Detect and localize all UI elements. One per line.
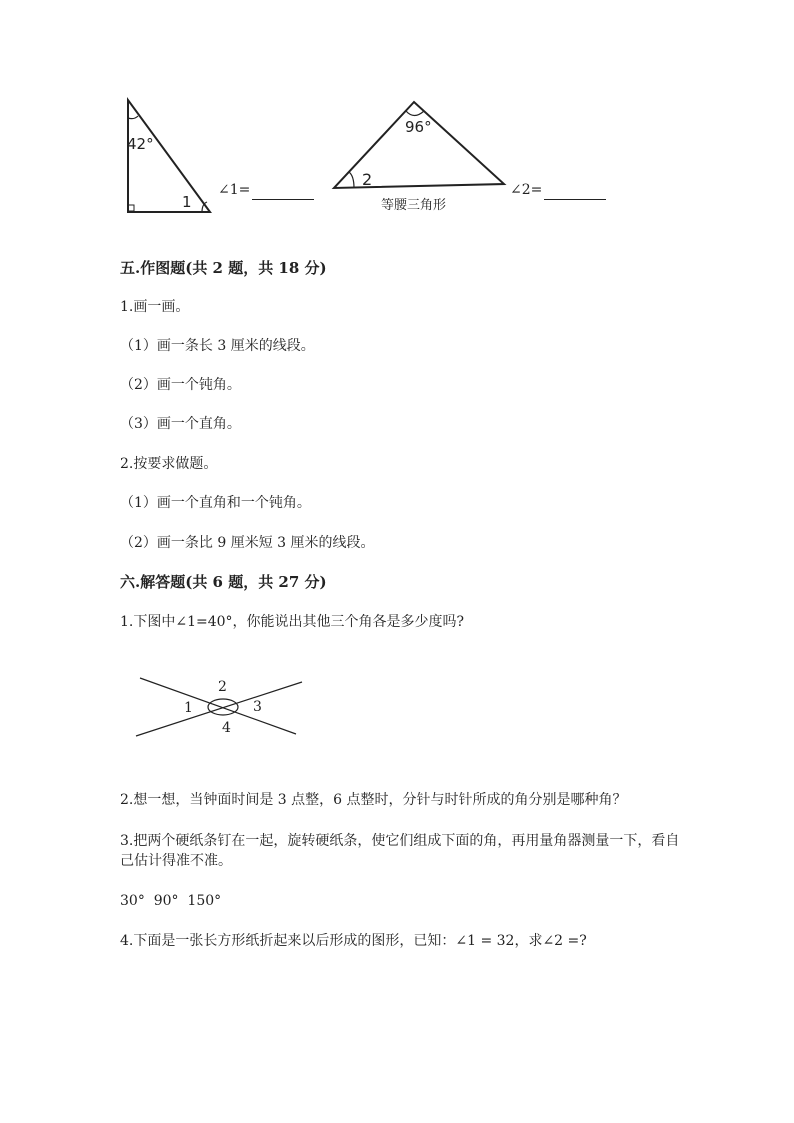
cross-label-2: 2 — [218, 679, 227, 695]
angle-2-answer — [510, 180, 606, 200]
cross-label-3: 3 — [253, 699, 262, 715]
section-6-q1: 1.下图中∠1=40°，你能说出其他三个角各是多少度吗? — [120, 614, 465, 630]
cross-label-4: 4 — [222, 720, 231, 736]
angle-1-answer-label: ∠1= — [218, 182, 251, 198]
vertex-circle — [208, 699, 238, 715]
cross-label-1: 1 — [184, 700, 193, 716]
top-angle-arc — [406, 111, 424, 116]
angle-96-label: 96° — [405, 118, 432, 136]
isosceles-caption: 等腰三角形 — [381, 198, 447, 213]
angle-2-answer-label: ∠2= — [510, 182, 543, 198]
section-5-q2-stem: 2.按要求做题。 — [120, 456, 218, 472]
angle-1-answer — [218, 180, 314, 200]
section-5-title: 五.作图题(共 2 题，共 18 分) — [120, 259, 327, 277]
top-angle-arc — [128, 116, 138, 119]
base-angle-arc — [349, 172, 354, 188]
section-6-q3-angles: 30° 90° 150° — [120, 893, 222, 909]
section-5-q1-part-2: （2）画一个钝角。 — [120, 377, 241, 393]
section-6-q2: 2.想一想，当钟面时间是 3 点整，6 点整时，分针与时针所成的角分别是哪种角？ — [120, 792, 627, 808]
angle-2-answer-blank[interactable] — [544, 185, 606, 200]
section-5-q2-part-1: （1）画一个直角和一个钝角。 — [120, 495, 311, 511]
right-triangle-outline — [128, 100, 210, 212]
angle-2-label: 2 — [362, 170, 373, 189]
section-6-q4: 4.下面是一张长方形纸折起来以后形成的图形，已知：∠1 = 32，求∠2 =? — [120, 933, 587, 949]
isosceles-triangle-figure — [328, 96, 510, 194]
section-6-q3: 3.把两个硬纸条钉在一起，旋转硬纸条，使它们组成下面的角，再用量角器测量一下，看自己估计得准不准。 — [120, 833, 680, 869]
right-triangle-figure — [118, 94, 218, 218]
section-5-q1-part-3: （3）画一个直角。 — [120, 416, 241, 432]
section-5-q1-part-1: （1）画一条长 3 厘米的线段。 — [120, 338, 315, 354]
section-6-title: 六.解答题(共 6 题，共 27 分) — [120, 573, 327, 591]
section-5-q2-part-2: （2）画一条比 9 厘米短 3 厘米的线段。 — [120, 535, 375, 551]
angle-42-label: 42° — [127, 135, 154, 153]
section-5-q1-stem: 1.画一画。 — [120, 299, 190, 315]
angle-1-label: 1 — [182, 193, 192, 211]
angle-1-answer-blank[interactable] — [252, 185, 314, 200]
